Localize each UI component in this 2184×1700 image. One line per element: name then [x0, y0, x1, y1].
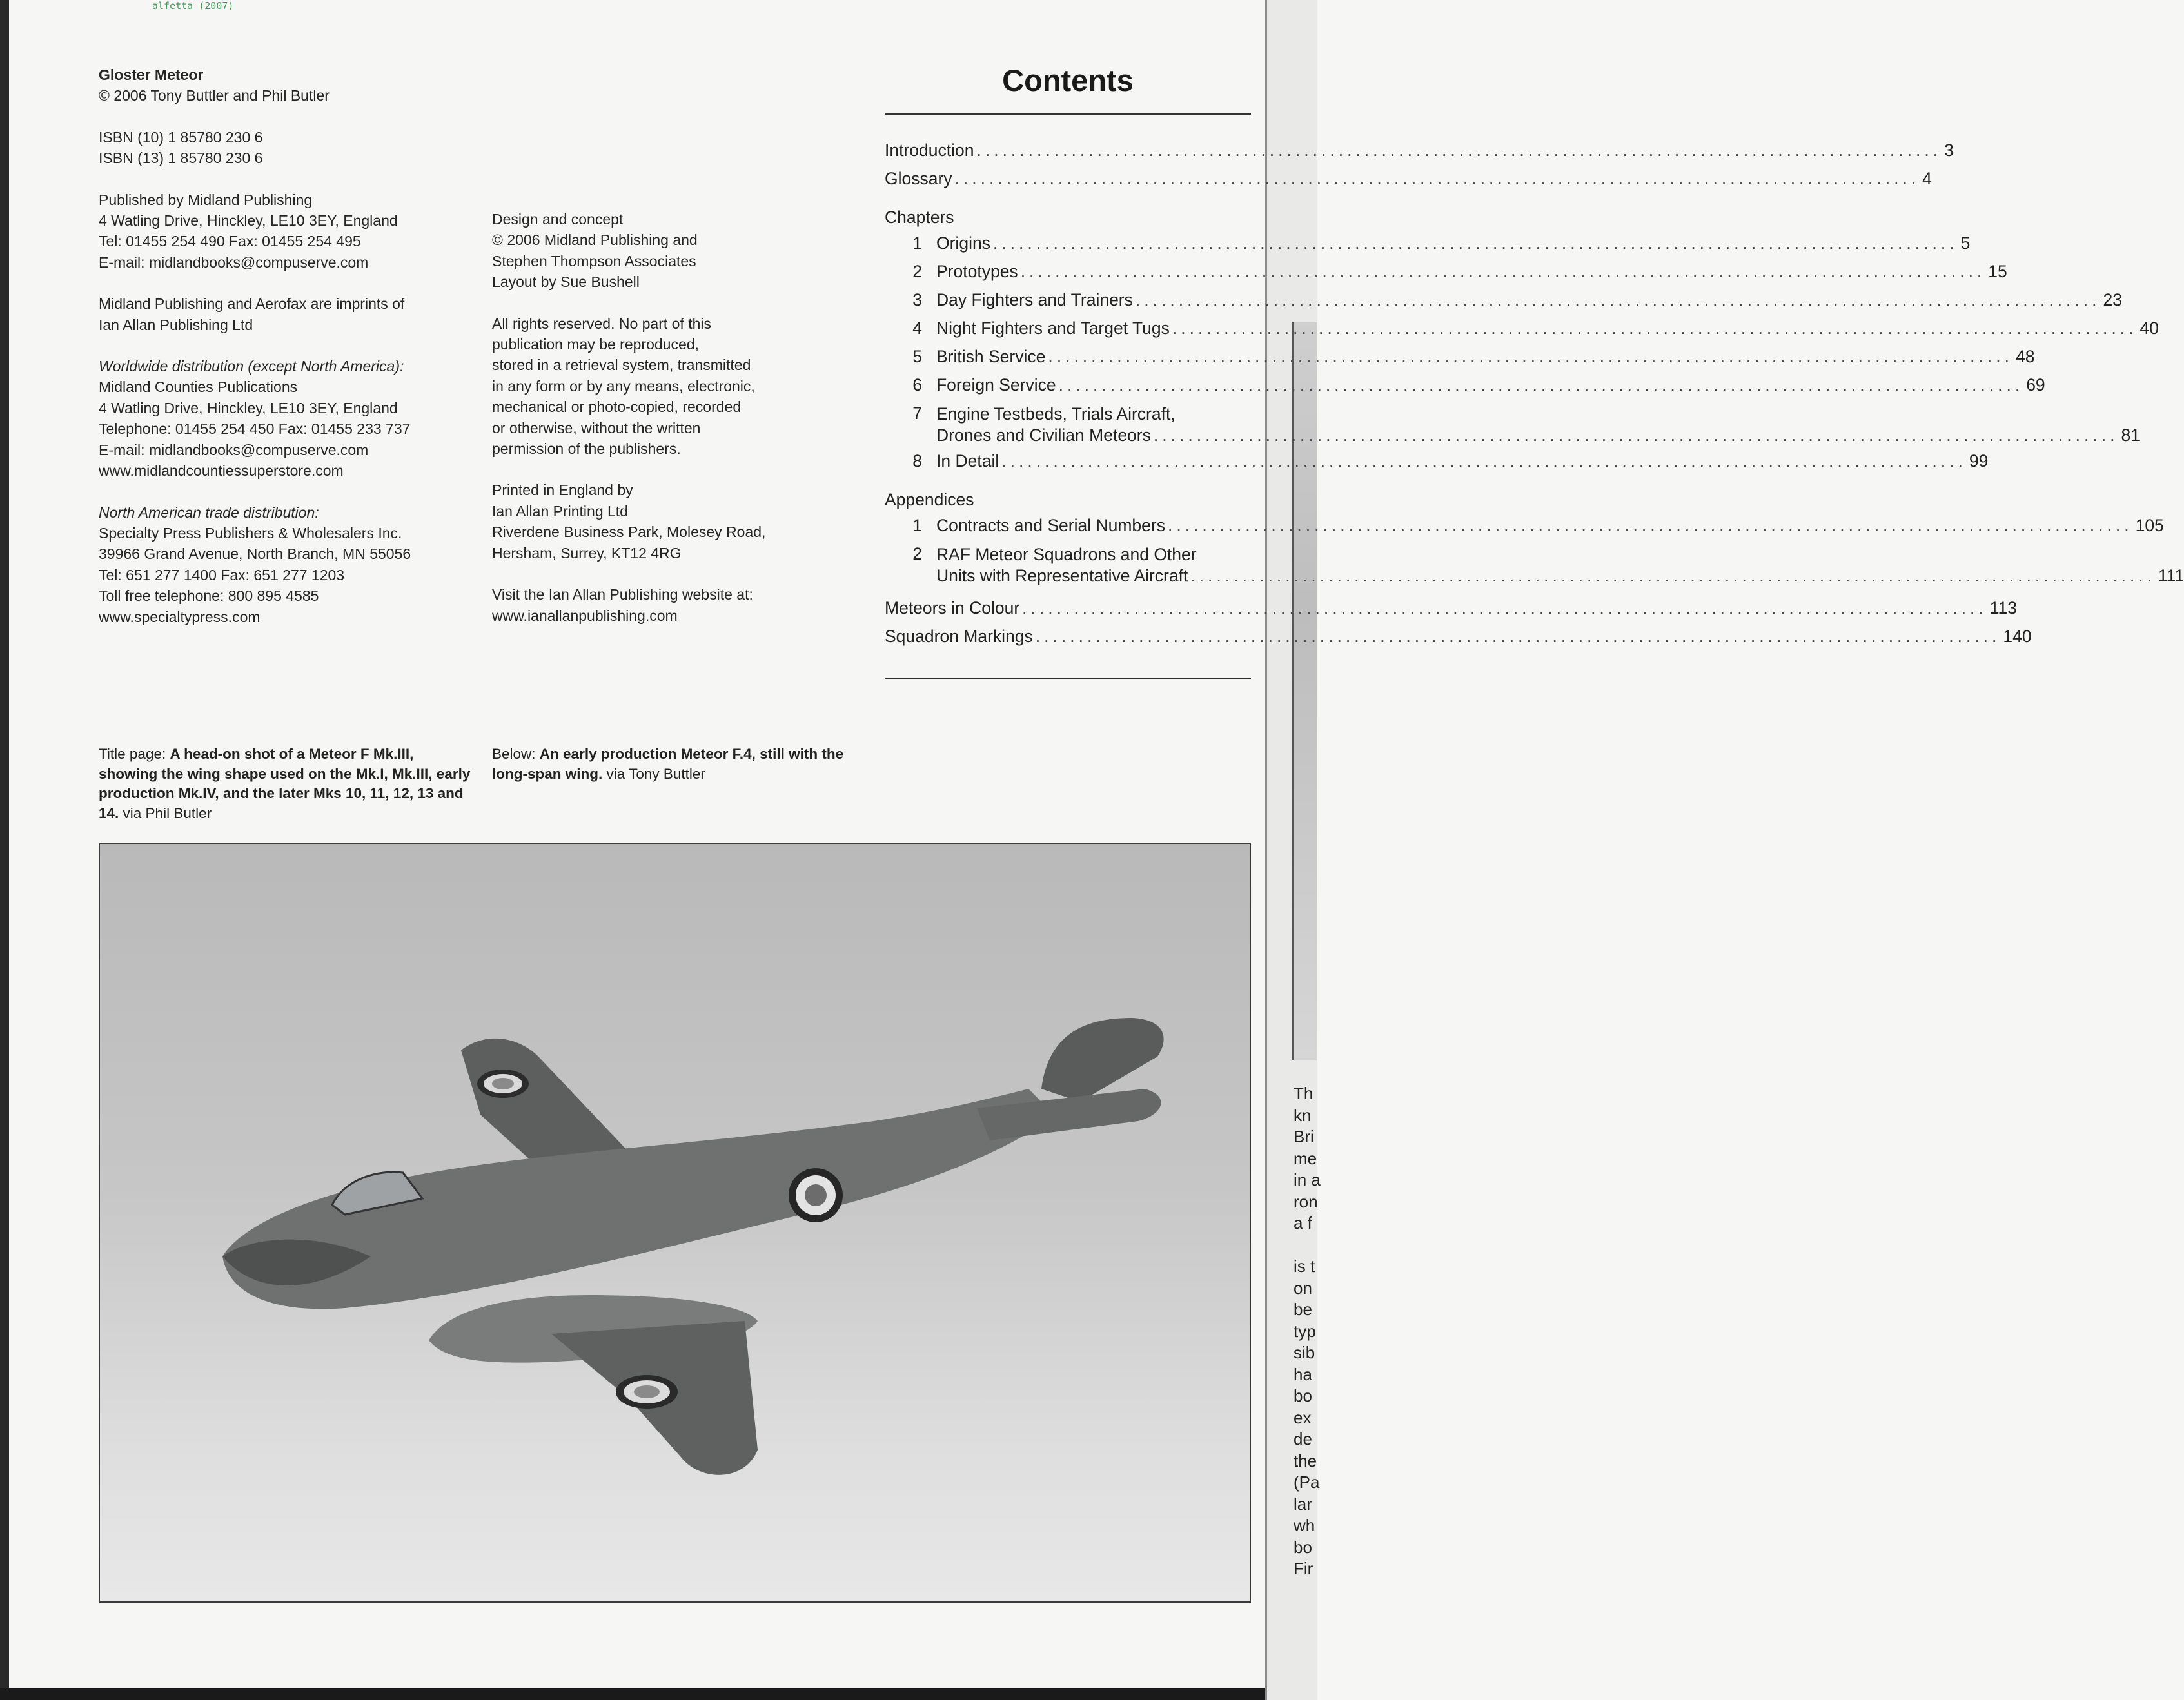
toc-appendix[interactable]: 2 RAF Meteor Squadrons and Other Units with Representative Aircraft ..... 111 [885, 544, 1251, 592]
scan-edge-left [0, 0, 9, 1700]
printer-line: Riverdene Business Park, Molesey Road, [492, 523, 766, 541]
contents-title: Contents [1002, 63, 1134, 97]
meteor-illustration [100, 844, 1250, 1601]
toc-chapter[interactable]: 4 Night Fighters and Target Tugs ..... 40 [885, 318, 1251, 347]
book-title: Gloster Meteor [99, 66, 204, 83]
caption-credit: via Phil Butler [119, 805, 212, 821]
rights-line: or otherwise, without the written [492, 419, 701, 436]
rights-line: publication may be reproduced, [492, 336, 699, 353]
rights-line: All rights reserved. No part of this [492, 315, 712, 332]
rights-line: stored in a retrieval system, transmitted [492, 357, 751, 374]
na-line: www.specialtypress.com [99, 608, 261, 625]
toc-chapter[interactable]: 7 Engine Testbeds, Trials Aircraft, Drones and Civilian Meteors ..... 81 [885, 404, 1251, 451]
design-line: © 2006 Midland Publishing and [492, 231, 698, 249]
toc-chapter[interactable]: 5 British Service ..... 48 [885, 347, 1251, 375]
publisher-line: Published by Midland Publishing [99, 191, 313, 208]
worldwide-line: Midland Counties Publications [99, 378, 298, 396]
website-line: Visit the Ian Allan Publishing website at: [492, 586, 753, 603]
caption-title-page [99, 745, 473, 823]
design-line: Layout by Sue Bushell [492, 273, 640, 291]
caption-lead: Title page: [99, 746, 170, 762]
na-line: 39966 Grand Avenue, North Branch, MN 55056 [99, 545, 411, 563]
table-of-contents [885, 61, 2184, 679]
na-line: Toll free telephone: 800 895 4585 [99, 587, 319, 605]
toc-chapter[interactable]: 8 In Detail ..... 99 [885, 451, 1251, 480]
worldwide-heading: Worldwide distribution (except North America): [99, 358, 404, 375]
printer-line: Hersham, Surrey, KT12 4RG [492, 544, 682, 562]
scan-edge-bottom [0, 1688, 1315, 1700]
facing-page-text: Th kn Bri me in ron a f is t on be typ sib ha bo ex de the (Pa lar wh bo Fir [1294, 1084, 1320, 1578]
imprint-column [99, 64, 460, 627]
na-line: Specialty Press Publishers & Wholesalers Inc. [99, 524, 402, 542]
publisher-line: 4 Watling Drive, Hinckley, LE10 3EY, England [99, 212, 398, 230]
toc-entry-colour[interactable]: Meteors in Colour ..... 113 [885, 598, 1251, 627]
toc-entry-markings[interactable]: Squadron Markings ..... 140 [885, 627, 1251, 655]
aircraft-photo [99, 843, 1251, 1603]
toc-entry-introduction[interactable]: Introduction ..... 3 [885, 141, 1251, 169]
caption-credit: via Tony Buttler [602, 765, 705, 782]
toc-chapter[interactable]: 3 Day Fighters and Trainers ..... 23 [885, 290, 1251, 318]
isbn-10: ISBN (10) 1 85780 230 6 [99, 128, 263, 146]
caption-lead: Below: [492, 746, 540, 762]
rights-line: in any form or by any means, electronic, [492, 377, 755, 395]
design-line: Stephen Thompson Associates [492, 252, 696, 269]
toc-entry-glossary[interactable]: Glossary ..... 4 [885, 169, 1251, 197]
website-line: www.ianallanpublishing.com [492, 607, 678, 624]
rights-line: mechanical or photo-copied, recorded [492, 398, 742, 416]
worldwide-line: www.midlandcountiessuperstore.com [99, 462, 344, 480]
worldwide-line: 4 Watling Drive, Hinckley, LE10 3EY, England [99, 399, 398, 416]
copyright: © 2006 Tony Buttler and Phil Butler [99, 87, 330, 104]
caption-text: An early production Meteor F.4, still with the long-span wing. [492, 746, 844, 782]
design-column [492, 209, 853, 626]
toc-chapter[interactable]: 2 Prototypes ..... 15 [885, 262, 1251, 290]
na-line: Tel: 651 277 1400 Fax: 651 277 1203 [99, 566, 345, 583]
worldwide-line: E-mail: midlandbooks@compuserve.com [99, 441, 369, 458]
contents-rule-bottom [885, 678, 1251, 679]
isbn-13: ISBN (13) 1 85780 230 6 [99, 150, 263, 167]
toc-chapter[interactable]: 6 Foreign Service ..... 69 [885, 375, 1251, 404]
toc-appendix[interactable]: 1 Contracts and Serial Numbers ..... 105 [885, 516, 1251, 544]
rights-line: permission of the publishers. [492, 440, 681, 458]
chapters-heading: Chapters [885, 208, 954, 227]
worldwide-line: Telephone: 01455 254 450 Fax: 01455 233 737 [99, 420, 411, 438]
printer-line: Ian Allan Printing Ltd [492, 502, 628, 520]
imprints-line: Midland Publishing and Aerofax are imprints of [99, 295, 405, 313]
publisher-line: E-mail: midlandbooks@compuserve.com [99, 253, 369, 271]
imprints-line: Ian Allan Publishing Ltd [99, 316, 253, 333]
na-heading: North American trade distribution: [99, 503, 319, 521]
publisher-line: Tel: 01455 254 490 Fax: 01455 254 495 [99, 233, 361, 250]
toc-chapter[interactable]: 1 Origins ..... 5 [885, 233, 1251, 262]
design-line: Design and concept [492, 211, 624, 228]
contents-rule-top [885, 113, 1251, 115]
caption-below [492, 745, 866, 784]
scan-mark: alfetta (2007) [152, 0, 234, 12]
caption-text: A head-on shot of a Meteor F Mk.III, showing the wing shape used on the Mk.I, Mk.III, early production Mk.IV, and the later Mks 10, 11, 12, 13 and 14. [99, 746, 471, 821]
appendices-heading: Appendices [885, 490, 974, 509]
printer-line: Printed in England by [492, 482, 633, 499]
